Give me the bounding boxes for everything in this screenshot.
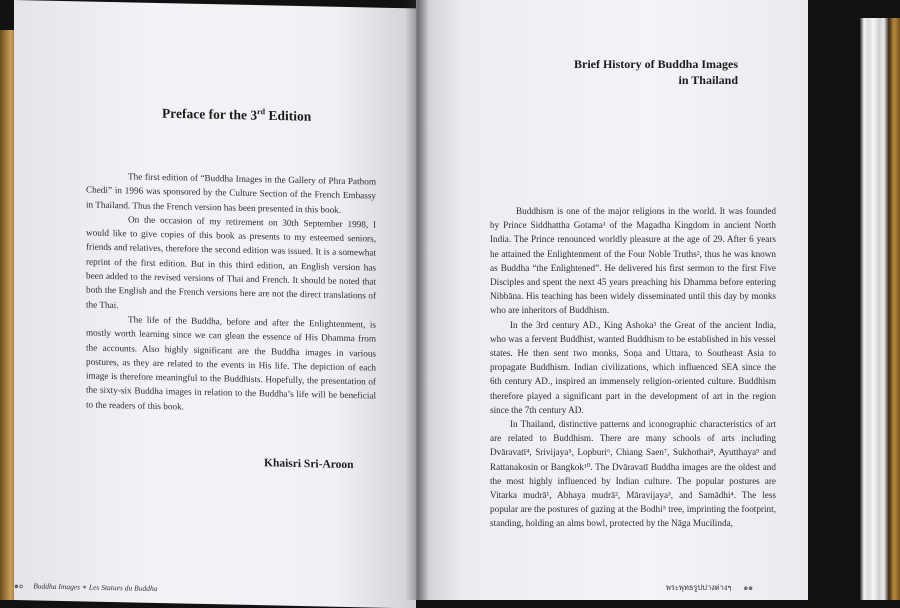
history-body [490,204,776,531]
right-running-head: พระพุทธรูปปางต่างๆ [665,583,732,592]
preface-paragraph: The life of the Buddha, before and after the Enlightenment, is mostly worth learning since we can glean the essence of His Dhamma from the accounts. Also highly significant are the Buddha images in various postures, as they are related to the events in His life. The depiction of each image is therefore meaningful to the Buddhists. Hopefully, the presentation of the sixty-six Buddha images in relation to the Buddha’s life will be beneficial to the readers of this book. [86,314,376,412]
history-paragraph: Buddhism is one of the major religions in the world. It was founded by Prince Siddhattha Gotama¹ of the Magadha Kingdom in ancient North India. The Prince renounced worldly pleasure at the age of 29. After 6 years he attained the Enlightenment of the Four Noble Truths², thus he was known as Buddha “the Enlightened”. He delivered his first sermon to the first Five Disciples and spent the next 45 years preaching his Dhamma before entering Nibbāna. His teaching has been widely disseminated until this day by monks who are inheritors of Buddhism. [490,206,776,316]
right-page-footer [666,582,753,594]
history-paragraph: In Thailand, distinctive patterns and iconographic characteristics of art are related to Buddhism. There are many schools of arts including Dvāravatī⁴, Srivijaya⁵, Lopburi⁶, Chiang Saen⁷, Sukhothai⁸, Ayutthaya⁹ and Rattanakosin or Bangkok¹⁰. The Dvāravatī Buddha images are the oldest and the most highly influenced by Indian culture. The popular postures are Vitarka mudrā¹, Abhaya mudrā², Māravijaya³, and Samādhi⁴. The less popular are the postures of gazing at the Bodhi⁵ tree, imprinting the footprint, standing, holding an alms bowl, protected by the Nāga Mucilinda, [490,419,776,529]
preface-body [86,169,376,418]
left-page-title [162,105,311,125]
left-page-number: ๑๐ [14,581,24,591]
right-page [416,0,808,600]
left-running-head: Buddha Images ∗ Les Statues du Buddha [33,581,158,594]
left-title-end: Edition [265,107,312,124]
right-title-line-2: in Thailand [678,73,738,87]
preface-paragraph: On the occasion of my retirement on 30th September 1998, I would like to give copies of this book as presents to my esteemed seniors, friends and relatives, therefore the second edition was issued. It is a somewhat reprint of the first edition. But in this third edition, an English version has been added to the revised versions of Thai and French. It should be noted that both the English and the French versions here are not the direct translations of the Thai. [86,214,376,310]
preface-paragraph: The first edition of “Buddha Images in the Gallery of Phra Pathom Chedi” in 1996 was sponsored by the Culture Section of the French Embassy in Thailand. Thus the French version has been presented in this book. [86,171,376,215]
left-title-text: Preface for the 3 [162,105,258,123]
right-title-line-1: Brief History of Buddha Images [573,57,738,71]
left-title-superscript: rd [257,107,266,117]
book-edge-right [860,18,900,600]
left-page-footer [14,580,157,595]
right-page-number: ๑๑ [743,583,753,592]
right-page-title [574,56,738,88]
author-signature: Khaisri Sri-Aroon [264,457,354,472]
left-page [14,0,416,608]
history-paragraph: In the 3rd century AD., King Ashoka³ the Great of the ancient India, who was a fervent Buddhist, wanted Buddhism to be established in his vessel states. He then sent two monks, Soṇa and Uttara, to Southeast Asia to propagate Buddhism. Indian civilizations, which influenced SEA since the 6th century AD., inspired an immensely religion-oriented culture. Buddhism therefore played a significant part in the development of art in the region since the 7th century AD. [490,319,776,415]
